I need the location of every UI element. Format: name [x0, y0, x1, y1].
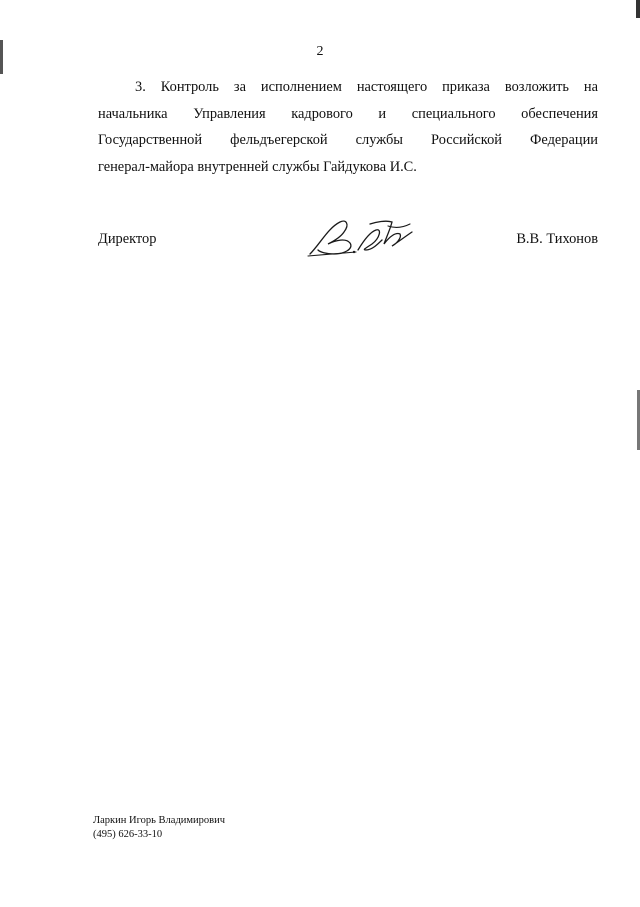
signatory-name: В.В. Тихонов	[516, 231, 598, 247]
paragraph-line: начальника Управления кадрового и специального обеспечения	[98, 105, 598, 122]
paragraph-line: Государственной фельдъегерской службы Российской Федерации	[98, 132, 598, 148]
order-paragraph	[98, 74, 598, 180]
executor-name: Ларкин Игорь Владимирович	[93, 815, 226, 826]
executor-phone: (495) 626-33-10	[93, 829, 163, 840]
paragraph-line: генерал-майора внутренней службы Гайдукова И.С.	[98, 158, 417, 175]
signatory-position: Директор	[98, 231, 157, 247]
scan-artifact	[636, 0, 640, 18]
handwritten-signature	[306, 214, 418, 262]
paragraph-line: 3. Контроль за исполнением настоящего приказа возложить на	[135, 79, 598, 95]
executor-block	[93, 814, 225, 842]
page-number: 2	[316, 44, 324, 59]
